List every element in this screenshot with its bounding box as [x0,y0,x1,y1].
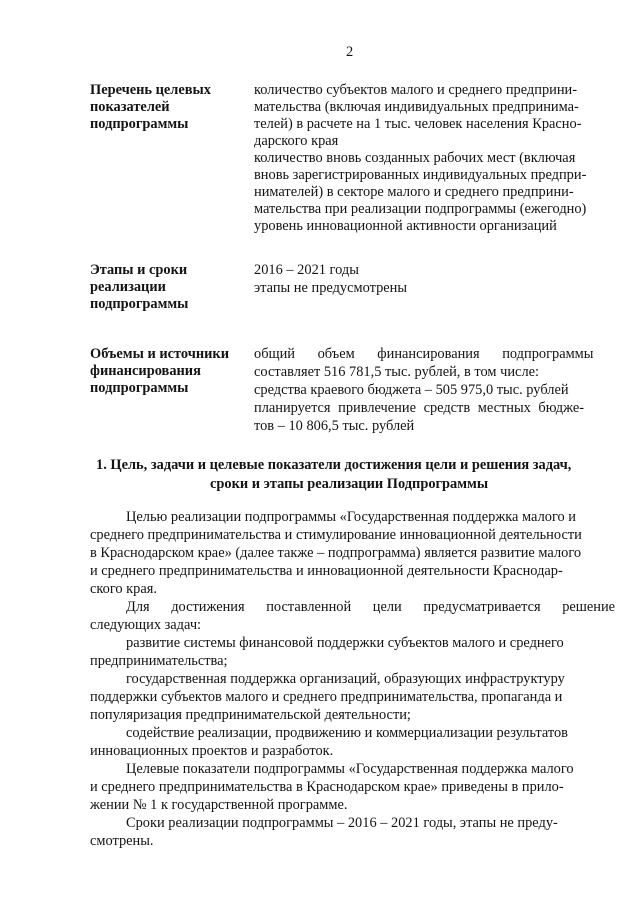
row-value-line: средства краевого бюджета – 505 975,0 тыс. рублей [254,382,569,398]
row-value-line: количество вновь созданных рабочих мест (включая [254,150,576,166]
page-number: 2 [346,44,354,60]
row-value-line: телей) в расчете на 1 тыс. человек населения Красно- [254,116,582,132]
body-line: жении № 1 к государственной программе. [90,797,348,813]
row-value-line: мательства (включая индивидуальных предпринима- [254,99,579,115]
row-label-line: Этапы и сроки [90,262,188,278]
body-line: смотрены. [90,833,154,849]
row-value-line: 2016 – 2021 годы [254,262,359,278]
row-value-line: этапы не предусмотрены [254,280,408,296]
body-line: инновационных проектов и разработок. [90,743,334,759]
body-line: развитие системы финансовой поддержки субъектов малого и среднего [126,635,564,651]
row-label-line: показателей [90,99,170,115]
body-line: содействие реализации, продвижению и коммерциализации результатов [126,725,568,741]
body-line: Целевые показатели подпрограммы «Государственная поддержка малого [126,761,574,777]
row-value-line: количество субъектов малого и среднего предприни- [254,82,578,98]
row-value-line: составляет 516 781,5 тыс. рублей, в том числе: [254,364,540,380]
row-value-line: мательства при реализации подпрограммы (ежегодно) [254,201,587,217]
body-line: и среднего предпринимательства в Краснодарском крае» приведены в прило- [90,779,564,795]
row-label-line: подпрограммы [90,380,189,396]
row-label-line: Объемы и источники [90,346,229,362]
body-line: Для достижения поставленной цели предусматривается решение [126,599,616,615]
row-value-line: тов – 10 806,5 тыс. рублей [254,418,415,434]
body-line: и среднего предпринимательства и инновационной деятельности Краснодар- [90,563,563,579]
body-line: поддержки субъектов малого и среднего предпринимательства, пропаганда и [90,689,563,705]
body-line: государственная поддержка организаций, образующих инфраструктуру [126,671,565,687]
section-heading-line: 1. Цель, задачи и целевые показатели достижения цели и решения задач, [96,457,572,473]
row-label-line: подпрограммы [90,296,189,312]
row-label-line: подпрограммы [90,116,189,132]
body-line: популяризация предпринимательской деятельности; [90,707,411,723]
row-label-line: финансирования [90,363,201,379]
section-heading-line: сроки и этапы реализации Подпрограммы [210,476,489,492]
row-value-line: уровень инновационной активности организаций [254,218,557,234]
row-value-line: планируется привлечение средств местных бюдже- [254,400,585,416]
row-value-line: дарского края [254,133,339,149]
body-line: Сроки реализации подпрограммы – 2016 – 2021 годы, этапы не преду- [126,815,558,831]
body-line: предпринимательства; [90,653,228,669]
row-value-line: общий объем финансирования подпрограммы [254,346,594,362]
row-label-line: Перечень целевых [90,82,211,98]
body-line: ского края. [90,581,157,597]
row-value-line: нимателей) в секторе малого и среднего предприни- [254,184,574,200]
body-line: в Краснодарском крае» (далее также – подпрограмма) является развитие малого [90,545,582,561]
body-line: среднего предпринимательства и стимулирование инновационной деятельности [90,527,582,543]
row-value-line: вновь зарегистрированных индивидуальных предпри- [254,167,587,183]
body-line: следующих задач: [90,617,202,633]
body-line: Целью реализации подпрограммы «Государственная поддержка малого и [126,509,576,525]
row-label-line: реализации [90,279,166,295]
